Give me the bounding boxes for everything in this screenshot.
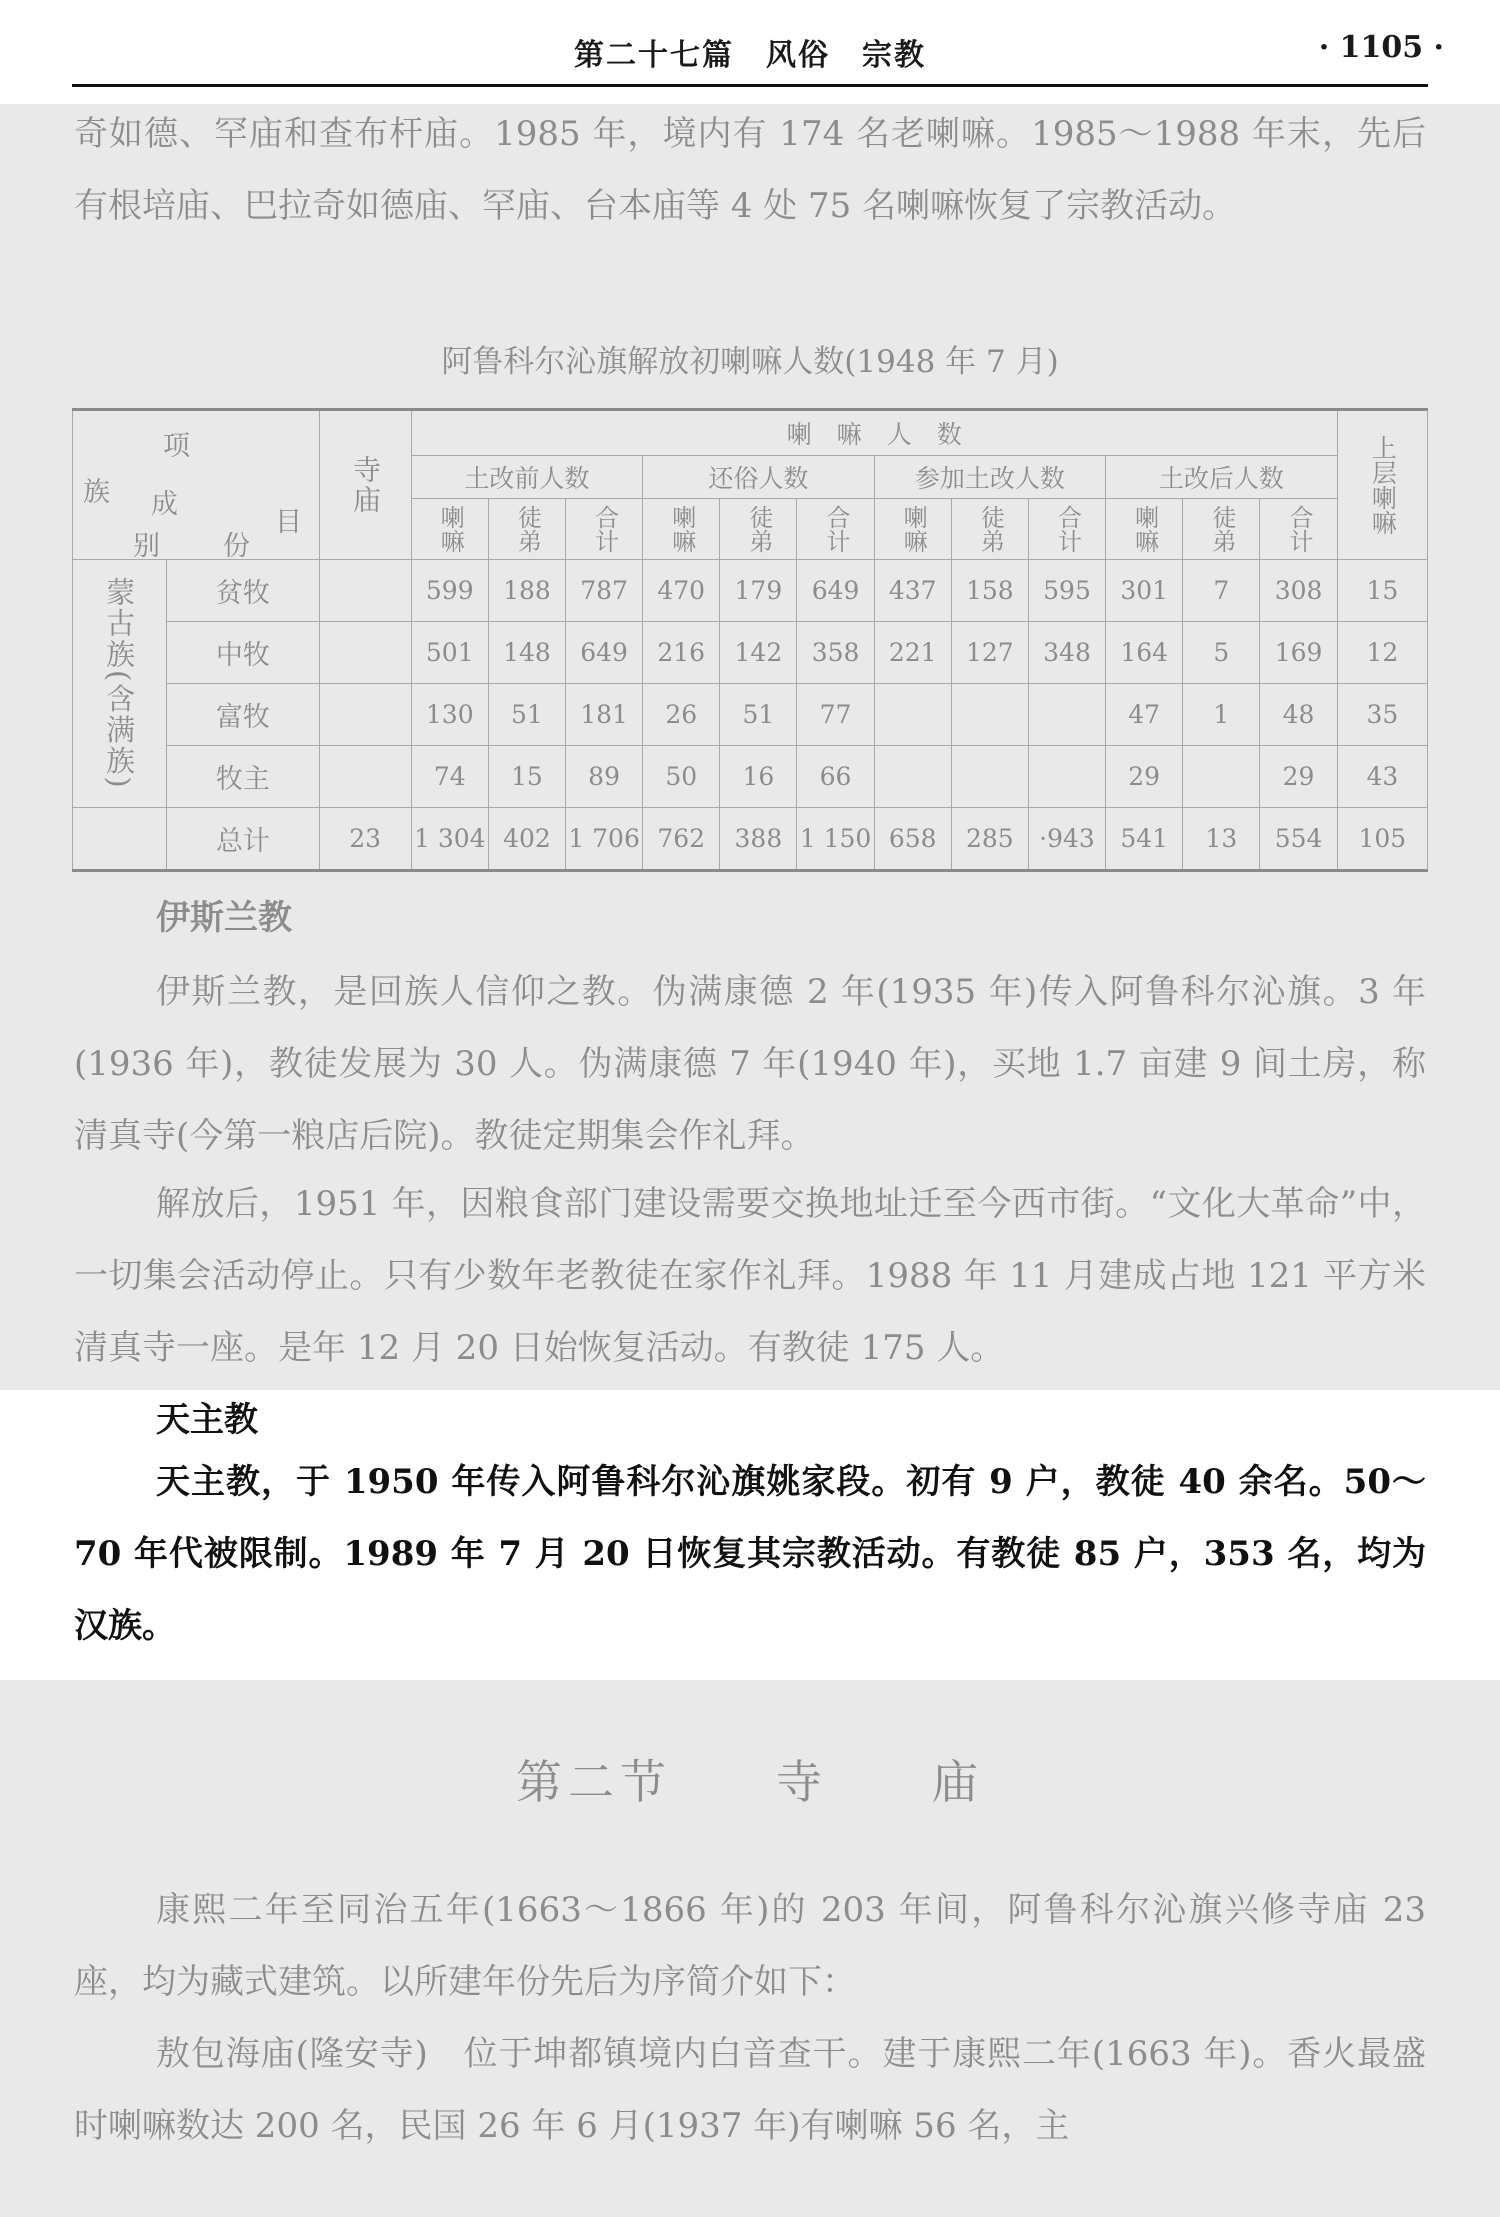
- value-cell: 169: [1260, 622, 1337, 684]
- temple-cell: [319, 684, 411, 746]
- value-cell: 595: [1028, 560, 1105, 622]
- sub-header-disciple: 徒弟: [720, 499, 797, 560]
- value-cell: 649: [566, 622, 643, 684]
- value-cell: 51: [488, 684, 565, 746]
- value-cell: 48: [1260, 684, 1337, 746]
- value-cell: [1028, 746, 1105, 808]
- table-row: [73, 746, 1428, 808]
- lower-gray-region: [0, 1680, 1500, 2217]
- value-cell: 35: [1337, 684, 1427, 746]
- ethnic-group-cell-blank: [73, 808, 167, 871]
- value-cell: 13: [1183, 808, 1260, 871]
- value-cell: [951, 684, 1028, 746]
- value-cell: 142: [720, 622, 797, 684]
- value-cell: 77: [797, 684, 874, 746]
- temple-cell: 23: [319, 808, 411, 871]
- category-cell: 贫牧: [167, 560, 319, 622]
- islam-paragraph-1: 伊斯兰教，是回族人信仰之教。伪满康德 2 年(1935 年)传入阿鲁科尔沁旗。3 年(1936 年)，教徒发展为 30 人。伪满康德 7 年(1940 年)，买地 1.7 亩建 9 间土房，称清真寺(今第一粮店后院)。教徒定期集会作礼拜。: [74, 972, 1426, 1156]
- value-cell: ·943: [1028, 808, 1105, 871]
- value-cell: 148: [488, 622, 565, 684]
- table-row: [73, 622, 1428, 684]
- lama-count-table: [72, 408, 1428, 872]
- temple-aobaohai-paragraph: 敖包海庙(隆安寺) 位于坤都镇境内白音查干。建于康熙二年(1663 年)。香火最盛时喇嘛数达 200 名，民国 26 年 6 月(1937 年)有喇嘛 56 名，主: [74, 2034, 1426, 2146]
- value-cell: 47: [1106, 684, 1183, 746]
- category-cell: 总计: [167, 808, 319, 871]
- value-cell: 541: [1106, 808, 1183, 871]
- value-cell: 1 150: [797, 808, 874, 871]
- group-header-reform: 参加土改人数: [874, 456, 1105, 499]
- group-header-after: 土改后人数: [1106, 456, 1338, 499]
- sub-header-lama: 喇嘛: [1106, 499, 1183, 560]
- value-cell: 348: [1028, 622, 1105, 684]
- value-cell: 7: [1183, 560, 1260, 622]
- temple-intro-paragraph: 康熙二年至同治五年(1663～1866 年)的 203 年间，阿鲁科尔沁旗兴修寺庙 23 座，均为藏式建筑。以所建年份先后为序简介如下：: [74, 1890, 1426, 2002]
- section-title: 第二节 寺 庙: [516, 1755, 984, 1809]
- value-cell: 89: [566, 746, 643, 808]
- value-cell: 388: [720, 808, 797, 871]
- value-cell: 29: [1106, 746, 1183, 808]
- catholic-paragraph: 天主教，于 1950 年传入阿鲁科尔沁旗姚家段。初有 9 户，教徒 40 余名。50～70 年代被限制。1989 年 7 月 20 日恢复其宗教活动。有教徒 85 户，353 名，均为汉族。: [74, 1462, 1426, 1646]
- sub-header-lama: 喇嘛: [411, 499, 488, 560]
- table-row: [73, 808, 1428, 871]
- sub-header-lama: 喇嘛: [874, 499, 951, 560]
- sub-header-total: 合计: [797, 499, 874, 560]
- header-rule: [72, 84, 1428, 87]
- value-cell: 358: [797, 622, 874, 684]
- value-cell: 221: [874, 622, 951, 684]
- lama-count-header: 喇 嘛 人 数: [411, 410, 1337, 456]
- value-cell: 301: [1106, 560, 1183, 622]
- value-cell: 188: [488, 560, 565, 622]
- value-cell: [874, 746, 951, 808]
- catholic-section: [0, 1390, 1500, 1680]
- value-cell: 16: [720, 746, 797, 808]
- temple-cell: [319, 560, 411, 622]
- value-cell: [874, 684, 951, 746]
- value-cell: 12: [1337, 622, 1427, 684]
- islam-paragraph-2: 解放后，1951 年，因粮食部门建设需要交换地址迁至今西市街。“文化大革命”中，一切集会活动停止。只有少数年老教徒在家作礼拜。1988 年 11 月建成占地 121 平方米清真寺一座。是年 12 月 20 日始恢复活动。有教徒 175 人。: [74, 1184, 1426, 1368]
- value-cell: 43: [1337, 746, 1427, 808]
- group-header-before: 土改前人数: [411, 456, 642, 499]
- value-cell: [1183, 746, 1260, 808]
- value-cell: 164: [1106, 622, 1183, 684]
- value-cell: 51: [720, 684, 797, 746]
- page-header: [0, 0, 1500, 104]
- value-cell: 15: [488, 746, 565, 808]
- value-cell: 127: [951, 622, 1028, 684]
- value-cell: [951, 746, 1028, 808]
- value-cell: 181: [566, 684, 643, 746]
- value-cell: 308: [1260, 560, 1337, 622]
- catholic-heading: 天主教: [156, 1400, 258, 1440]
- value-cell: 130: [411, 684, 488, 746]
- value-cell: 285: [951, 808, 1028, 871]
- sub-header-disciple: 徒弟: [488, 499, 565, 560]
- sub-header-lama: 喇嘛: [643, 499, 720, 560]
- value-cell: 158: [951, 560, 1028, 622]
- value-cell: 1: [1183, 684, 1260, 746]
- sub-header-total: 合计: [1260, 499, 1337, 560]
- sub-header-total: 合计: [1028, 499, 1105, 560]
- chapter-title: 第二十七篇 风俗 宗教: [574, 38, 926, 73]
- temple-cell: [319, 746, 411, 808]
- value-cell: 15: [1337, 560, 1427, 622]
- value-cell: 787: [566, 560, 643, 622]
- value-cell: 437: [874, 560, 951, 622]
- group-header-secular: 还俗人数: [643, 456, 874, 499]
- category-cell: 中牧: [167, 622, 319, 684]
- upper-lama-header: 上层喇嘛: [1337, 410, 1427, 560]
- page-number: · 1105 ·: [1318, 30, 1444, 65]
- value-cell: 179: [720, 560, 797, 622]
- value-cell: 26: [643, 684, 720, 746]
- value-cell: [1028, 684, 1105, 746]
- value-cell: 762: [643, 808, 720, 871]
- value-cell: 1 706: [566, 808, 643, 871]
- sub-header-total: 合计: [566, 499, 643, 560]
- table-title: 阿鲁科尔沁旗解放初喇嘛人数(1948 年 7 月): [441, 344, 1059, 380]
- value-cell: 5: [1183, 622, 1260, 684]
- upper-gray-region: [0, 104, 1500, 1390]
- value-cell: 105: [1337, 808, 1427, 871]
- value-cell: 649: [797, 560, 874, 622]
- ethnic-group-cell: 蒙古族(含满族): [73, 560, 167, 808]
- table-row: [73, 684, 1428, 746]
- table-corner-cell: 项 族 成 目 别 份: [73, 410, 320, 560]
- temple-header: 寺庙: [319, 410, 411, 560]
- table-body: [73, 560, 1428, 871]
- top-paragraph: 奇如德、罕庙和查布杆庙。1985 年，境内有 174 名老喇嘛。1985～1988 年末，先后有根培庙、巴拉奇如德庙、罕庙、台本庙等 4 处 75 名喇嘛恢复了宗教活动。: [74, 114, 1426, 226]
- value-cell: 29: [1260, 746, 1337, 808]
- value-cell: 658: [874, 808, 951, 871]
- table-row: [73, 560, 1428, 622]
- temple-cell: [319, 622, 411, 684]
- islam-heading: 伊斯兰教: [156, 898, 292, 938]
- sub-header-disciple: 徒弟: [1183, 499, 1260, 560]
- value-cell: 66: [797, 746, 874, 808]
- category-cell: 牧主: [167, 746, 319, 808]
- value-cell: 216: [643, 622, 720, 684]
- value-cell: 599: [411, 560, 488, 622]
- value-cell: 1 304: [411, 808, 488, 871]
- category-cell: 富牧: [167, 684, 319, 746]
- value-cell: 402: [488, 808, 565, 871]
- sub-header-disciple: 徒弟: [951, 499, 1028, 560]
- value-cell: 554: [1260, 808, 1337, 871]
- value-cell: 50: [643, 746, 720, 808]
- value-cell: 501: [411, 622, 488, 684]
- value-cell: 74: [411, 746, 488, 808]
- value-cell: 470: [643, 560, 720, 622]
